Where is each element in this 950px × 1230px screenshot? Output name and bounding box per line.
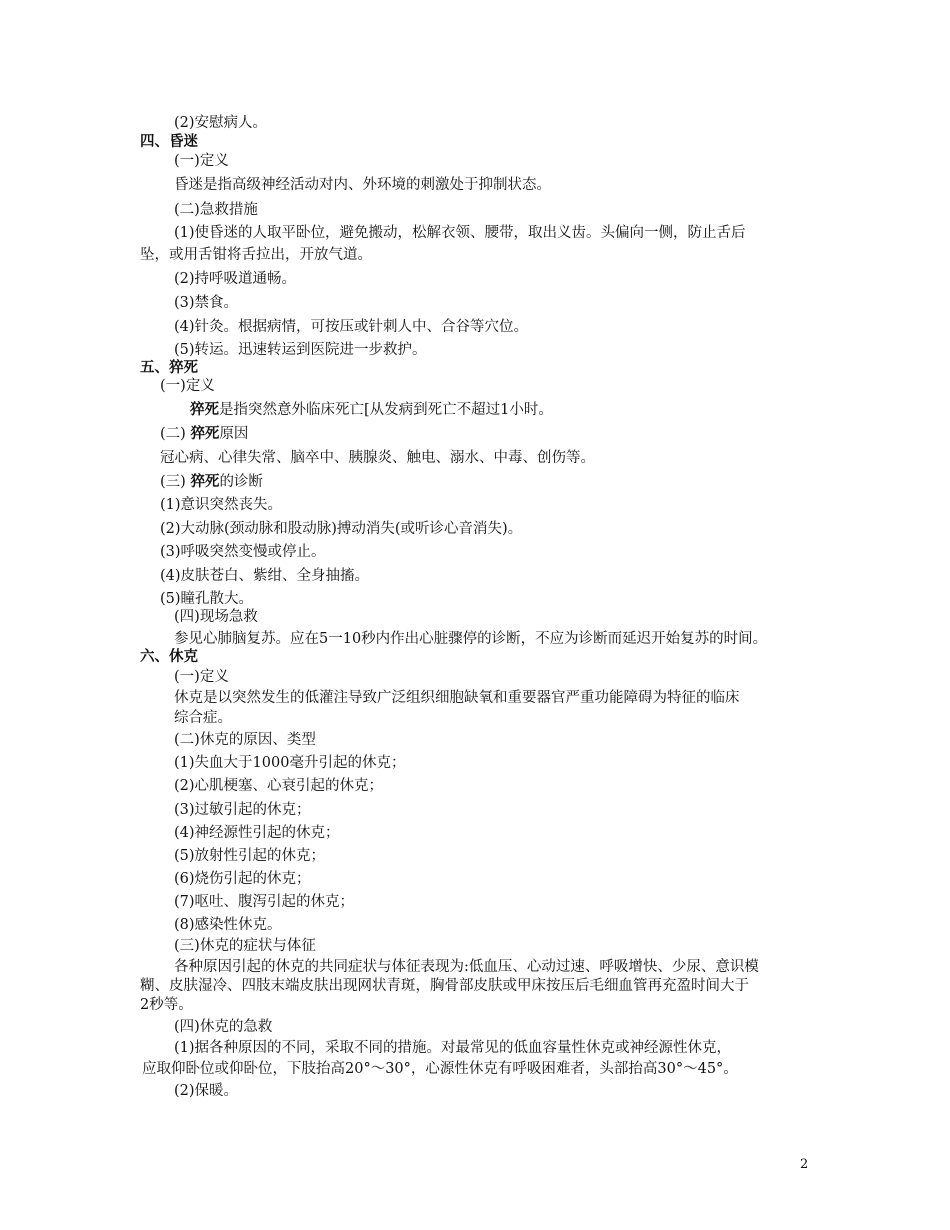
text-line: (2)大动脉(颈动脉和股动脉)搏动消失(或听诊心音消失)。 bbox=[160, 521, 523, 537]
text-line: 坠，或用舌钳将舌拉出，开放气道。 bbox=[140, 247, 372, 263]
text-line: (5)放射性引起的休克； bbox=[174, 848, 326, 864]
text-line: (3)过敏引起的休克； bbox=[174, 802, 311, 818]
text-line: (5)转运。迅速转运到医院进一步救护。 bbox=[174, 342, 427, 358]
text-segment: (二) bbox=[160, 426, 191, 442]
text-line: (4)针灸。根据病情，可按压或针刺人中、合谷等穴位。 bbox=[174, 319, 529, 335]
keyword: 猝死 bbox=[190, 474, 220, 490]
section-heading: 四、昏迷 bbox=[140, 134, 198, 150]
text-line: (1)使昏迷的人取平卧位，避免搬动，松解衣领、腰带，取出义齿。头偏向一侧，防止舌后 bbox=[174, 225, 746, 241]
text-line: 参见心肺脑复苏。应在5一10秒内作出心脏骤停的诊断，不应为诊断而延迟开始复苏的时间。 bbox=[174, 631, 768, 647]
page-number: 2 bbox=[800, 1157, 809, 1172]
text-line: 糊、皮肤湿冷、四肢末端皮肤出现网状青斑，胸骨部皮肤或甲床按压后毛细血管再充盈时间大于 bbox=[140, 978, 749, 994]
subheading: (一)定义 bbox=[174, 669, 229, 685]
text-line: 2秒等。 bbox=[140, 997, 193, 1013]
subheading: (一)定义 bbox=[174, 153, 229, 169]
text-line: 各种原因引起的休克的共同症状与体征表现为:低血压、心动过速、呼吸增快、少尿、意识模 bbox=[174, 959, 759, 975]
text-segment: 是指突然意外临床死亡[从发病到死亡不超过1小时。 bbox=[219, 402, 553, 418]
text-segment: 的诊断 bbox=[219, 474, 263, 490]
text-line: (4)神经源性引起的休克； bbox=[174, 825, 340, 841]
text-line: 应取仰卧位或仰卧位，下肢抬高20°～30°，心源性休克有呼吸困难者，头部抬高30°～45°。 bbox=[142, 1061, 738, 1077]
keyword: 猝死 bbox=[190, 402, 219, 418]
text-line: 昏迷是指高级神经活动对内、外环境的刺激处于抑制状态。 bbox=[174, 177, 551, 193]
text-line: (2)持呼吸道通畅。 bbox=[174, 271, 297, 287]
text-line bbox=[190, 401, 553, 420]
text-segment: 原因 bbox=[219, 426, 249, 442]
text-line: (3)呼吸突然变慢或停止。 bbox=[160, 544, 326, 560]
text-line: (6)烧伤引起的休克； bbox=[174, 871, 311, 887]
text-line: 休克是以突然发生的低灌注导致广泛组织细胞缺氧和重要器官严重功能障碍为特征的临床 bbox=[174, 690, 740, 706]
subheading: (三)休克的症状与体征 bbox=[174, 938, 316, 954]
subheading: (四)休克的急救 bbox=[174, 1019, 273, 1035]
text-line: (4)皮肤苍白、紫绀、全身抽搐。 bbox=[160, 568, 370, 584]
section-heading: 五、猝死 bbox=[140, 360, 198, 376]
subheading: (一)定义 bbox=[160, 378, 215, 394]
text-line: (7)呕吐、腹泻引起的休克； bbox=[174, 894, 355, 910]
section-heading: 六、休克 bbox=[140, 649, 198, 665]
text-line: 冠心病、心律失常、脑卒中、胰腺炎、触电、溺水、中毒、创伤等。 bbox=[160, 450, 595, 466]
text-line: (5)瞳孔散大。 bbox=[160, 591, 254, 607]
subheading bbox=[160, 473, 263, 492]
text-line: (2)保暖。 bbox=[174, 1083, 239, 1099]
text-line: (1)失血大于1000毫升引起的休克； bbox=[174, 755, 406, 771]
text-line: (3)禁食。 bbox=[174, 295, 239, 311]
text-line: 综合症。 bbox=[174, 710, 232, 726]
text-line: (8)感染性休克。 bbox=[174, 917, 282, 933]
subheading bbox=[160, 425, 248, 444]
text-line: (2)心肌梗塞、心衰引起的休克； bbox=[174, 778, 384, 794]
keyword: 猝死 bbox=[190, 426, 220, 442]
subheading: (四)现场急救 bbox=[174, 609, 258, 625]
text-line: (2)安慰病人。 bbox=[174, 115, 268, 131]
subheading: (二)休克的原因、类型 bbox=[174, 732, 316, 748]
text-line: (1)据各种原因的不同，采取不同的措施。对最常见的低血容量性休克或神经源性休克， bbox=[174, 1040, 732, 1056]
text-line: (1)意识突然丧失。 bbox=[160, 497, 283, 513]
text-segment: (三) bbox=[160, 474, 191, 490]
subheading: (二)急救措施 bbox=[174, 202, 258, 218]
